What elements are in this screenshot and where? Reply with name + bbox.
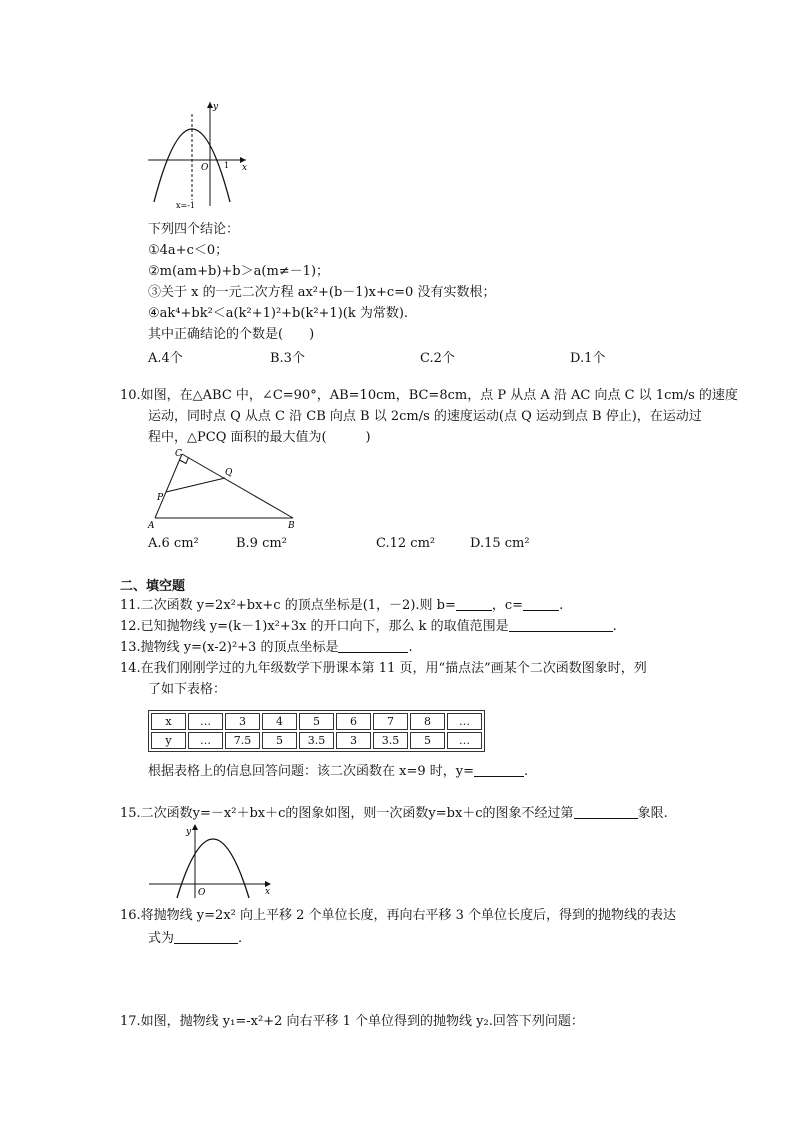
- q10-line-2: 运动，同时点 Q 从点 C 沿 CB 向点 B 以 2cm/s 的速度运动(点 Q 运动到点 B 停止)，在运动过: [148, 409, 702, 424]
- point-q-label: Q: [225, 468, 233, 478]
- one-tick-label: 1: [224, 161, 230, 170]
- y-axis-arrow-icon: [192, 824, 198, 830]
- q9-parabola-figure: [140, 98, 255, 210]
- vertex-b-label: B: [288, 521, 295, 530]
- table-cell: 3.5: [299, 732, 334, 749]
- q9-conclusion-3: ③关于 x 的一元二次方程 ax²+(b－1)x+c=0 没有实数根；: [148, 285, 496, 300]
- q14-blank[interactable]: [474, 762, 524, 777]
- table-cell: y: [151, 732, 186, 749]
- table-cell: 7.5: [225, 732, 260, 749]
- q9-option-a[interactable]: A.4个: [148, 351, 183, 366]
- q10-option-d[interactable]: D.15 cm²: [470, 536, 530, 551]
- table-cell: 5: [410, 732, 445, 749]
- q12-text-after: .: [612, 619, 617, 634]
- q14-text-after: .: [524, 764, 529, 779]
- point-p-label: P: [157, 493, 164, 503]
- segment-pq: [166, 478, 225, 492]
- q15-parabola-figure: [145, 822, 275, 900]
- table-cell: …: [188, 732, 223, 749]
- q12: [120, 617, 617, 637]
- vertex-c-label: C: [175, 449, 182, 459]
- table-cell: 6: [336, 713, 371, 730]
- vertex-a-label: A: [148, 521, 155, 530]
- table-row-x: [151, 713, 482, 730]
- origin-label: O: [198, 888, 206, 898]
- q14-line-1: 14.在我们刚刚学过的九年级数学下册课本第 11 页，用“描点法”画某个二次函数图象时，列: [120, 661, 647, 676]
- origin-label: O: [201, 163, 209, 173]
- table-cell: 7: [373, 713, 408, 730]
- q11-blank-b[interactable]: [456, 596, 492, 611]
- q9-question: 其中正确结论的个数是( ): [148, 327, 315, 342]
- q10-triangle-figure: [145, 448, 305, 530]
- q10-line-3: 程中，△PCQ 面积的最大值为( ): [148, 430, 371, 445]
- q16-blank[interactable]: [174, 929, 238, 944]
- q13-text-after: .: [408, 640, 413, 655]
- table-cell: x: [151, 713, 186, 730]
- q9-conclusion-1: ①4a+c＜0；: [148, 243, 229, 258]
- q13: [120, 638, 413, 658]
- q15-blank[interactable]: [574, 804, 638, 819]
- x-axis-label: x: [242, 163, 248, 173]
- q12-blank[interactable]: [509, 617, 613, 632]
- q9-conclusion-4: ④ak⁴+bk²＜a(k²+1)²+b(k²+1)(k 为常数).: [148, 306, 409, 321]
- side-cb: [182, 454, 293, 518]
- q9-option-c[interactable]: C.2个: [420, 351, 455, 366]
- table-row-y: [151, 732, 482, 749]
- q15-text-after: 象限.: [637, 806, 668, 821]
- q14-line-2: 了如下表格：: [148, 682, 227, 697]
- table-cell: 5: [299, 713, 334, 730]
- q16-text-after: .: [238, 931, 243, 946]
- table-cell: 3: [336, 732, 371, 749]
- q11-text-middle: ，c=: [491, 598, 524, 613]
- y-axis-label: y: [213, 102, 219, 112]
- q9-option-d[interactable]: D.1个: [570, 351, 606, 366]
- x-axis-label: x: [265, 887, 271, 897]
- table-cell: 8: [410, 713, 445, 730]
- table-cell: 4: [262, 713, 297, 730]
- table-cell: 3: [225, 713, 260, 730]
- side-ca: [155, 454, 182, 518]
- q16-line-2: [148, 929, 242, 949]
- q16-line-1: 16.将抛物线 y=2x² 向上平移 2 个单位长度，再向右平移 3 个单位长度后，得到的抛物线的表达: [120, 908, 677, 923]
- q10-option-b[interactable]: B.9 cm²: [236, 536, 287, 551]
- y-axis-label: y: [186, 827, 192, 837]
- q10-option-c[interactable]: C.12 cm²: [376, 536, 436, 551]
- symmetry-axis-label: x=-1: [176, 201, 196, 210]
- table-cell: …: [447, 713, 482, 730]
- q9-conclusion-2: ②m(am+b)+b＞a(m≠－1)；: [148, 264, 330, 279]
- table-cell: 3.5: [373, 732, 408, 749]
- q16-text-before: 式为: [148, 931, 175, 946]
- q9-intro: 下列四个结论：: [148, 222, 240, 237]
- q15-text-before: 15.二次函数y=－x²＋bx＋c的图象如图，则一次函数y=bx＋c的图象不经过第: [120, 806, 574, 821]
- q15: [120, 804, 668, 824]
- section-fill-in-blank-title: 二、填空题: [120, 579, 186, 594]
- q13-blank[interactable]: [338, 638, 408, 653]
- q12-text-before: 12.已知抛物线 y=(k－1)x²+3x 的开口向下，那么 k 的取值范围是: [120, 619, 509, 634]
- q11-blank-c[interactable]: [523, 596, 559, 611]
- table-cell: …: [188, 713, 223, 730]
- q10-line-1: 10.如图，在△ABC 中，∠C=90°，AB=10cm，BC=8cm，点 P 从点 A 沿 AC 向点 C 以 1cm/s 的速度: [120, 388, 738, 403]
- q10-option-a[interactable]: A.6 cm²: [148, 536, 199, 551]
- q13-text-before: 13.抛物线 y=(x-2)²+3 的顶点坐标是: [120, 640, 339, 655]
- table-cell: 5: [262, 732, 297, 749]
- table-cell: …: [447, 732, 482, 749]
- q11: [120, 596, 563, 616]
- q11-text-before: 11.二次函数 y=2x²+bx+c 的顶点坐标是(1，－2).则 b=: [120, 598, 456, 613]
- q14-value-table: [148, 710, 485, 752]
- q11-text-after: .: [559, 598, 564, 613]
- q14-text-before: 根据表格上的信息回答问题：该二次函数在 x=9 时，y=: [148, 764, 474, 779]
- q14-answer: [148, 762, 528, 782]
- q17-text: 17.如图，抛物线 y₁=-x²+2 向右平移 1 个单位得到的抛物线 y₂.回答下列问题：: [120, 1014, 584, 1029]
- q9-option-b[interactable]: B.3个: [270, 351, 305, 366]
- parabola-curve: [177, 839, 249, 898]
